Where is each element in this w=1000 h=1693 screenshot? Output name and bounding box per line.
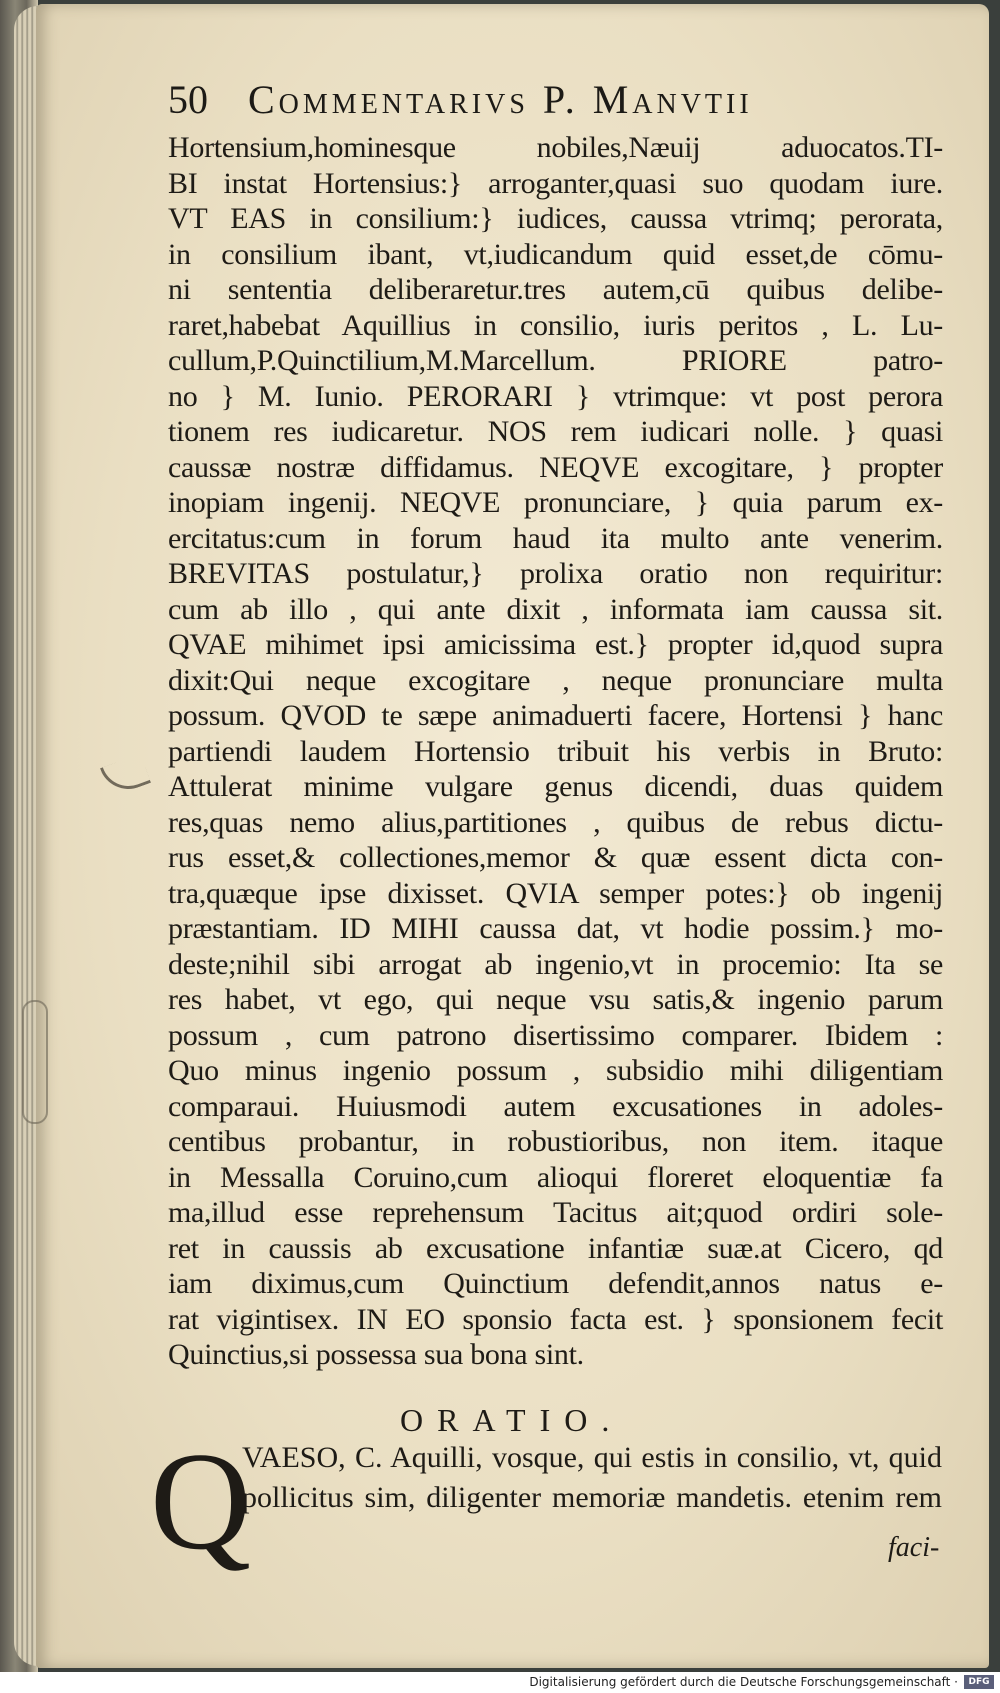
text-line: cum ab illo , qui ante dixit , informata iam caussa sit. (168, 592, 943, 626)
text-line: rus esset,& collectiones,memor & quæ essent dicta con- (168, 841, 943, 874)
text-line: ni sententia deliberaretur.tres autem,cū quibus delibe- (168, 273, 943, 306)
text-line: possum , cum patrono disertissimo comparer. Ibidem : (168, 1018, 943, 1052)
text-line: tionem res iudicaretur. NOS rem iudicari nolle. } quasi (168, 415, 943, 448)
page-stack-edge (14, 6, 38, 1666)
text-line: caussæ nostræ diffidamus. NEQVE excogitare, } propter (168, 450, 943, 484)
page-header (168, 70, 928, 130)
text-line: ercitatus:cum in forum haud ita multo ante venerim. (168, 521, 943, 555)
text-line: centibus probantur, in robustioribus, non item. itaque (168, 1125, 943, 1158)
digitization-footer (0, 1672, 1000, 1693)
text-line: in Messalla Coruino,cum alioqui floreret eloquentiæ fa (168, 1160, 943, 1194)
text-line: VT EAS in consilium:} iudices, caussa vtrimq; perorata, (168, 202, 943, 235)
text-line: Attulerat minime vulgare genus dicendi, duas quidem (168, 770, 943, 803)
text-line: BREVITAS postulatur,} prolixa oratio non requiritur: (168, 557, 943, 590)
oration-line-1: VAESO, C. Aquilli, vosque, qui estis in consilio, vt, quid (242, 1441, 942, 1474)
text-line: QVAE mihimet ipsi amicissima est.} propter id,quod supra (168, 628, 943, 661)
binding-string (22, 1000, 48, 1124)
text-line: inopiam ingenij. NEQVE pronunciare, } quia parum ex- (168, 486, 943, 519)
text-line: comparaui. Huiusmodi autem excusationes in adoles- (168, 1089, 943, 1123)
dfg-logo: DFG (964, 1675, 994, 1689)
text-line: res habet, vt ego, qui neque vsu satis,& ingenio parum (168, 983, 943, 1016)
running-title: Commentarivs P. Manvtii (248, 77, 753, 122)
text-line: dixit:Qui neque excogitare , neque pronunciare multa (168, 663, 943, 697)
text-line: iam diximus,cum Quinctium defendit,annos natus e- (168, 1267, 943, 1300)
drop-cap: Q (150, 1424, 252, 1579)
text-line: deste;nihil sibi arrogat ab ingenio,vt in procemio: Ita se (168, 947, 943, 981)
catchword: faci- (888, 1532, 940, 1563)
footer-credit: Digitalisierung gefördert durch die Deutsche Forschungsgemeinschaft · (529, 1675, 958, 1689)
commentary-text (168, 130, 943, 1373)
text-line: ma,illud esse reprehensum Tacitus ait;quod ordiri sole- (168, 1196, 943, 1229)
text-line: Quinctius,si possessa sua bona sint. (168, 1338, 584, 1371)
text-line: possum. QVOD te sæpe animaduerti facere, Hortensi } hanc (168, 699, 943, 732)
text-line: no } M. Iunio. PERORARI } vtrimque: vt post perora (168, 379, 943, 413)
text-line: raret,habebat Aquillius in consilio, iuris peritos , L. Lu- (168, 308, 943, 342)
text-line: res,quas nemo alius,partitiones , quibus de rebus dictu- (168, 805, 943, 839)
text-line: Hortensium,hominesque nobiles,Næuij aduocatos.TI- (168, 131, 943, 164)
oration-opening (150, 1424, 942, 1579)
text-line: ret in caussis ab excusatione infantiæ suæ.at Cicero, qd (168, 1231, 943, 1265)
text-line: tra,quæque ipse dixisset. QVIA semper potes:} ob ingenij (168, 876, 943, 910)
text-line: cullum,P.Quinctilium,M.Marcellum. PRIORE patro- (168, 344, 943, 377)
text-line: in consilium ibant, vt,iudicandum quid esset,de cōmu- (168, 237, 943, 271)
text-line: rat vigintisex. IN EO sponsio facta est. } sponsionem fecit (168, 1302, 943, 1336)
text-line: præstantiam. ID MIHI caussa dat, vt hodie possim.} mo- (168, 912, 943, 945)
oration-line-2: pollicitus sim, diligenter memoriæ mandetis. etenim rem (242, 1481, 942, 1514)
text-line: Quo minus ingenio possum , subsidio mihi diligentiam (168, 1054, 943, 1087)
text-line: partiendi laudem Hortensio tribuit his verbis in Bruto: (168, 734, 943, 768)
text-line: BI instat Hortensius:} arroganter,quasi suo quodam iure. (168, 166, 943, 200)
page-number: 50 (168, 77, 208, 122)
section-heading: ORATIO. (400, 1402, 624, 1438)
